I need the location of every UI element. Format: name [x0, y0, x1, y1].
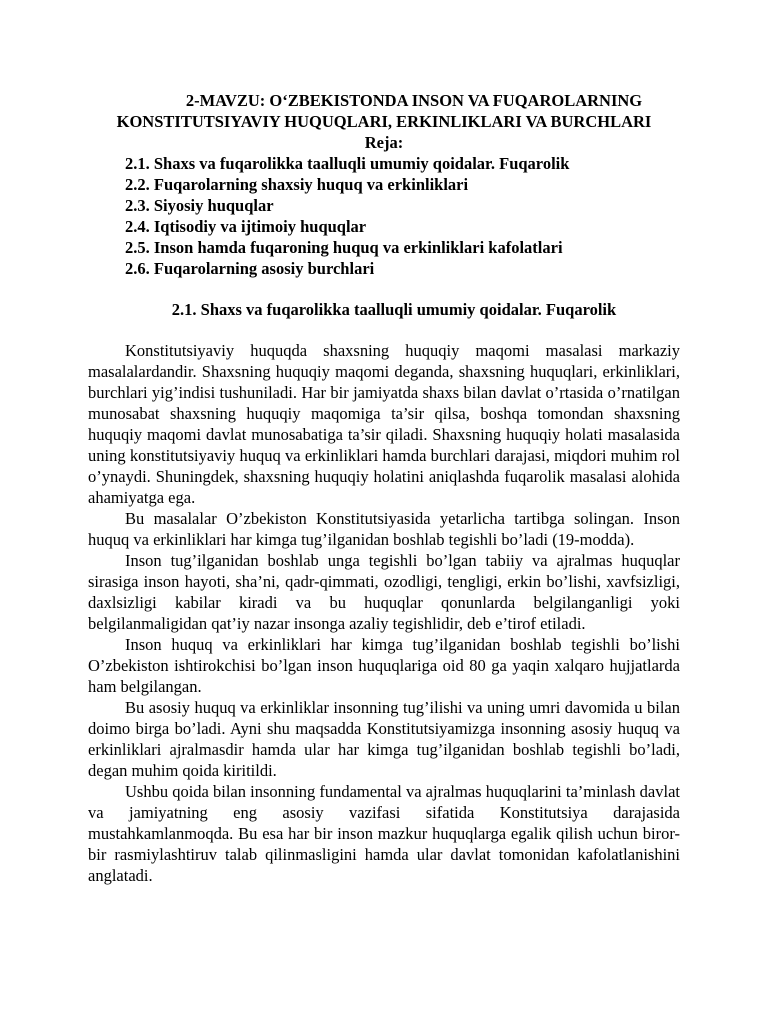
plan-heading: Reja:: [364, 133, 404, 152]
body-paragraph: Inson tug’ilganidan boshlab unga tegishli bo’lgan tabiiy va ajralmas huquqlar sirasiga inson hayoti, sha’ni, qadr-qimmati, ozodligi, tengligi, erkin bo’lishi, xavfsizligi, daxlsizligi kabilar kiradi va bu huquqlar qonunlarda belgilanganligi yoki belgilanmaligidan qat’iy nazar insonga azaliy tegishlidir, deb e’tirof etiladi.: [88, 551, 680, 633]
plan-item: 2.6. Fuqarolarning asosiy burchlari: [125, 259, 375, 278]
plan-item: 2.3. Siyosiy huquqlar: [125, 196, 274, 215]
title-line-2: KONSTITUTSIYAVIY HUQUQLARI, ERKINLIKLARI VA BURCHLARI: [116, 112, 652, 131]
plan-item: 2.1. Shaxs va fuqarolikka taalluqli umumiy qoidalar. Fuqarolik: [125, 154, 570, 173]
body-paragraph: Bu masalalar O’zbekiston Konstitutsiyasida yetarlicha tartibga solingan. Inson huquq va erkinliklari har kimga tug’ilganidan boshlab tegishli bo’ladi (19-modda).: [88, 509, 680, 549]
body-paragraph: Konstitutsiyaviy huquqda shaxsning huquqiy maqomi masalasi markaziy masalalardandir. Shaxsning huquqiy maqomi deganda, shaxsning huquqlari, erkinliklari, burchlari yig’indisi tushuniladi. Har bir jamiyatda shaxs bilan davlat o’rtasida o’rnatilgan munosabat shaxsning huquqiy maqomiga ta’sir qilsa, boshqa tomondan shaxsning huquqiy maqomi davlat munosabatiga ta’sir qiladi. Shaxsning huquqiy holati masalasida uning konstitutsiyaviy huquq va erkinliklari hamda burchlari darajasi, miqdori muhim rol o’ynaydi. Shuningdek, shaxsning huquqiy holatini aniqlashda fuqarolik masalasi alohida ahamiyatga ega.: [88, 341, 680, 507]
plan-list: [88, 153, 680, 279]
body-paragraph: Inson huquq va erkinliklari har kimga tug’ilganidan boshlab tegishli bo’lishi O’zbekiston ishtirokchisi bo’lgan inson huquqlariga oid 80 ga yaqin xalqaro hujjatlarda ham belgilangan.: [88, 635, 680, 696]
section-heading: 2.1. Shaxs va fuqarolikka taalluqli umumiy qoidalar. Fuqarolik: [171, 300, 617, 319]
title-line-1: 2-MAVZU: O‘ZBEKISTONDA INSON VA FUQAROLARNING: [185, 91, 643, 110]
body-paragraph: Ushbu qoida bilan insonning fundamental va ajralmas huquqlarini ta’minlash davlat va jamiyatning eng asosiy vazifasi sifatida Konstitutsiya darajasida mustahkamlanmoqda. Bu esa har bir inson mazkur huquqlarga egalik qilish uchun biror-bir rasmiylashtiruv talab qilinmasligini hamda ular davlat tomonidan kafolatlanishini anglatadi.: [88, 782, 680, 885]
plan-item: 2.4. Iqtisodiy va ijtimoiy huquqlar: [125, 217, 367, 236]
plan-item: 2.2. Fuqarolarning shaxsiy huquq va erkinliklari: [125, 175, 469, 194]
document-page: [88, 90, 680, 886]
document-title: [88, 90, 680, 132]
plan-item: 2.5. Inson hamda fuqaroning huquq va erkinliklari kafolatlari: [125, 238, 563, 257]
body-paragraph: Bu asosiy huquq va erkinliklar insonning tug’ilishi va uning umri davomida u bilan doimo birga bo’ladi. Ayni shu maqsadda Konstitutsiyamizga insonning asosiy huquq va erkinliklari ajralmasdir hamda ular har kimga tug’ilganidan boshlab tegishli bo’ladi, degan muhim qoida kiritildi.: [88, 698, 680, 780]
